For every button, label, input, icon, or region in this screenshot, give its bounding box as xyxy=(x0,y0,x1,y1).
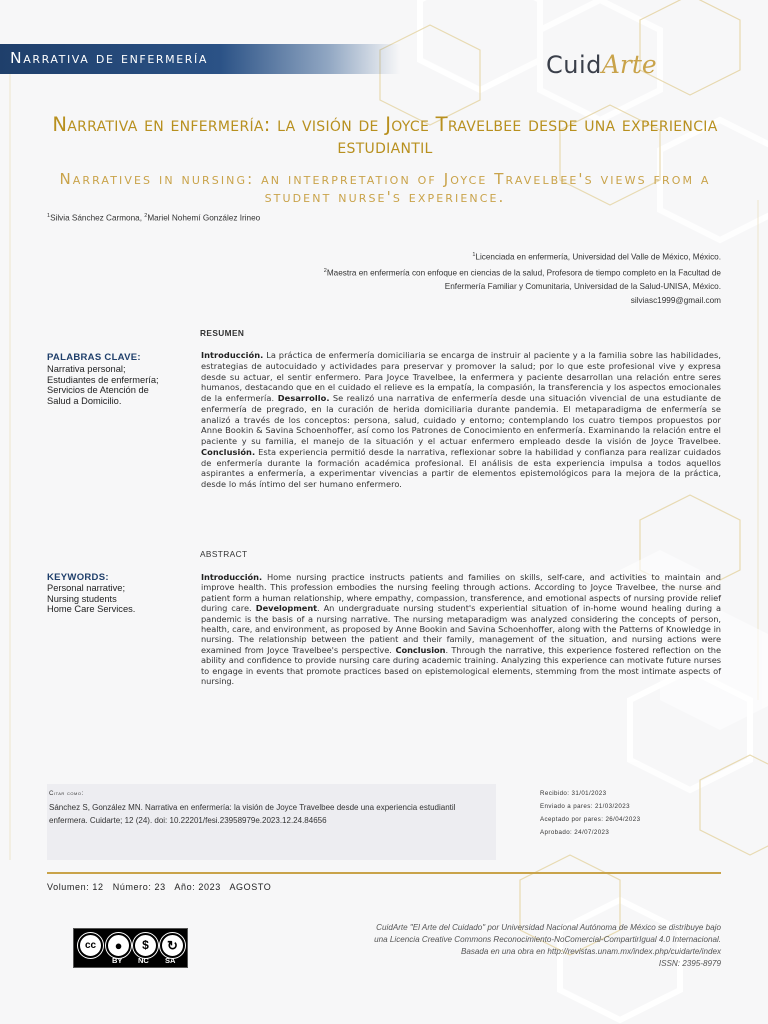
desarrollo-text: Se realizó una narrativa de enfermería desde una situación vivencial de una estudiante de enfermería de pregrado, en la curación de herida domiciliaria durante pandemia. El metaparadigma de enfermería se analizó a través de los conceptos: persona, salud, cuidado y entorno; contemplando los cuatro tiempos propuestos por Anne Bookin & Savina Schoenhoffer, así como los Patrones de Conocimiento en enfermería. Examinando la relación entre el paciente y su familia, el manejo de la situación y el actuar enfermero empleado desde la visión de Joyce Travelbee. xyxy=(201,393,721,446)
date-aprobado: Aprobado: 24/07/2023 xyxy=(540,829,610,836)
abstract-heading: ABSTRACT xyxy=(200,549,248,559)
journal-logo xyxy=(546,50,657,84)
citation-text: Sánchez S, González MN. Narrativa en enfermería: la visión de Joyce Travelbee desde una experiencia estudiantil enfermera. Cuidarte; 12 (24). doi: 10.22201/fesi.23958979e.2023.12.24.84656 xyxy=(49,803,456,825)
issue-number: Número: 23 xyxy=(112,882,166,892)
keyword-item: Servicios de Atención de xyxy=(47,385,149,396)
resumen-heading: RESUMEN xyxy=(200,328,245,338)
by-person-icon: ● xyxy=(106,933,131,958)
date-recibido: Recibido: 31/01/2023 xyxy=(540,790,607,797)
abstract-intro-label: Introducción. xyxy=(201,572,263,582)
license-line1: CuidArte "El Arte del Cuidado" por Universidad Nacional Autónoma de México se distribuye bajo xyxy=(376,923,721,932)
date-enviado: Enviado a pares: 21/03/2023 xyxy=(540,803,630,810)
resumen-body xyxy=(201,350,721,490)
affiliation1-text: Licenciada en enfermería, Universidad del Valle de México, México. xyxy=(475,252,721,262)
abstract-development-label: Development xyxy=(251,603,318,614)
abstract-conclusion-text: . Through the narrative, this experience fostered reflection on the ability and confidence to provide nursing care during academic training. Analyzing this experience can motivate future nurses to engage in events that promote practices based on epistemological elements, stemming from the most intimate aspects of nursing. xyxy=(201,644,722,687)
issue-year: Año: 2023 xyxy=(174,882,221,892)
author-email[interactable]: silviasc1999@gmail.com xyxy=(630,296,721,305)
affiliation1-superscript: 1 xyxy=(472,252,476,258)
cc-license-badge[interactable] xyxy=(73,928,188,968)
conclusion-text: Esta experiencia permitió desde la narrativa, reflexionar sobre la habilidad y confianza para realizar cuidados de enfermería durante la formación académica profesional. El análisis de esta experiencia impulsa a todos aquellos aspirantes a enfermería, a experimentar vivencias a partir de elementos epistemológicos para la mejora de la práctica, desde lo más íntimo del ser humano enfermero. xyxy=(201,446,721,489)
citation-label: Citar como: xyxy=(49,790,84,797)
cc-icon: cc xyxy=(78,933,103,958)
keyword-item: Salud a Domicilio. xyxy=(47,396,122,407)
keyword-item: Personal narrative; xyxy=(47,583,126,593)
gold-divider xyxy=(47,872,721,874)
cc-label-sa: SA xyxy=(165,956,176,965)
affiliation-1 xyxy=(472,249,721,264)
article-title-es: Narrativa en enfermería: la visión de Joyce Travelbee desde una experiencia estudiantil xyxy=(52,113,718,158)
palabras-clave-title: PALABRAS CLAVE: xyxy=(47,352,141,363)
abstract-development-text: . An undergraduate nursing student's experiential situation of in-home wound healing during a pandemic is the basis of a nursing narrative. The nursing metaparadigm was analyzed considering the concepts of person, health, care, and environment, as proposed by Anne Bookin and Savina Schoenhoffer, along with the Patterns of Knowledge in nursing. The relationship between the patient and their family, management of the situation, and nursing actions were examined from Joyce Travelbee's perspective. xyxy=(201,603,721,655)
date-aceptado: Aceptado por pares: 26/04/2023 xyxy=(540,816,641,823)
keyword-item: Nursing students xyxy=(47,593,117,604)
keyword-item: Home Care Services. xyxy=(47,604,136,615)
affiliation2-superscript: 2 xyxy=(323,268,327,274)
keywords-list xyxy=(47,583,187,615)
logo-text-arte: Arte xyxy=(601,50,657,79)
citation-box xyxy=(47,784,496,860)
sa-share-icon: ↻ xyxy=(160,933,185,958)
conclusion-label: Conclusión. xyxy=(201,446,256,457)
section-label: Narrativa de enfermería xyxy=(10,49,208,67)
publication-dates xyxy=(540,787,640,839)
affiliation-2 xyxy=(324,265,721,293)
author2-name: Mariel Nohemí González Irineo xyxy=(147,213,261,223)
cc-label-nc: NC xyxy=(138,956,149,965)
affiliation2-line1: Maestra en enfermería con enfoque en ciencias de la salud, Profesora de tiempo completo en la Facultad de xyxy=(326,268,721,278)
issue-volume: Volumen: 12 xyxy=(47,882,104,892)
license-text xyxy=(291,922,721,970)
keyword-item: Narrativa personal; xyxy=(47,364,126,374)
palabras-clave-list xyxy=(47,364,187,407)
abstract-body xyxy=(201,572,721,686)
affiliation2-line2: Enfermería Familiar y Comunitaria, Universidad de la Salud-UNISA, México. xyxy=(444,281,721,291)
keywords-title: KEYWORDS: xyxy=(47,572,109,583)
author-line xyxy=(47,213,260,223)
license-line2[interactable]: una Licencia Creative Commons Reconocimiento-NoComercial-CompartirIgual 4.0 Internacional. xyxy=(374,935,721,944)
abstract-conclusion-label: Conclusion xyxy=(391,644,446,655)
intro-label: Introducción. xyxy=(201,350,264,360)
intro-text: La práctica de enfermería domiciliaria se encarga de instruir al paciente y a la familia sobre las habilidades, estrategias de autocuidado y actividades para preservar y promover la salud; por lo que este profesional vive y expresa desde su actuar, el sentir enfermero. Para Joyce Travelbee, la enfermera y paciente desarrollan una relación entre seres humanos, destacando que en el cuidado el relieve es la empatía, la compasión, la transferencia y los aspectos emocionales de la enfermería. xyxy=(201,350,721,403)
keyword-item: Estudiantes de enfermería; xyxy=(47,374,159,385)
issue-month: AGOSTO xyxy=(229,882,272,892)
author1-superscript: 1 xyxy=(47,213,51,219)
author1-name: Silvia Sánchez Carmona, xyxy=(50,213,145,223)
cc-label-by: BY xyxy=(112,956,123,965)
license-issn: ISSN: 2395-8979 xyxy=(658,959,721,968)
section-banner xyxy=(0,44,400,74)
logo-text-cuid: Cuid xyxy=(546,51,602,79)
license-line3[interactable]: Basada en una obra en http://revistas.unam.mx/index.php/cuidarte/index xyxy=(460,947,721,956)
article-title-en: Narratives in nursing: an interpretation of Joyce Travelbee's views from a student nurse's experience. xyxy=(59,170,711,206)
abstract-intro-text: Home nursing practice instructs patients and families on skills, self-care, and activities to maintain and improve health. This profession embodies the nursing feeling through actions. According to Joyce Travelbee, the nurse and patient form a human relationship, where empathy, compassion, transference, and emotional aspects of nursing provide relief during care. xyxy=(201,572,721,614)
author2-superscript: 2 xyxy=(144,213,148,219)
nc-dollar-icon: $ xyxy=(133,933,158,958)
desarrollo-label: Desarrollo. xyxy=(274,393,330,403)
issue-info xyxy=(47,882,277,892)
